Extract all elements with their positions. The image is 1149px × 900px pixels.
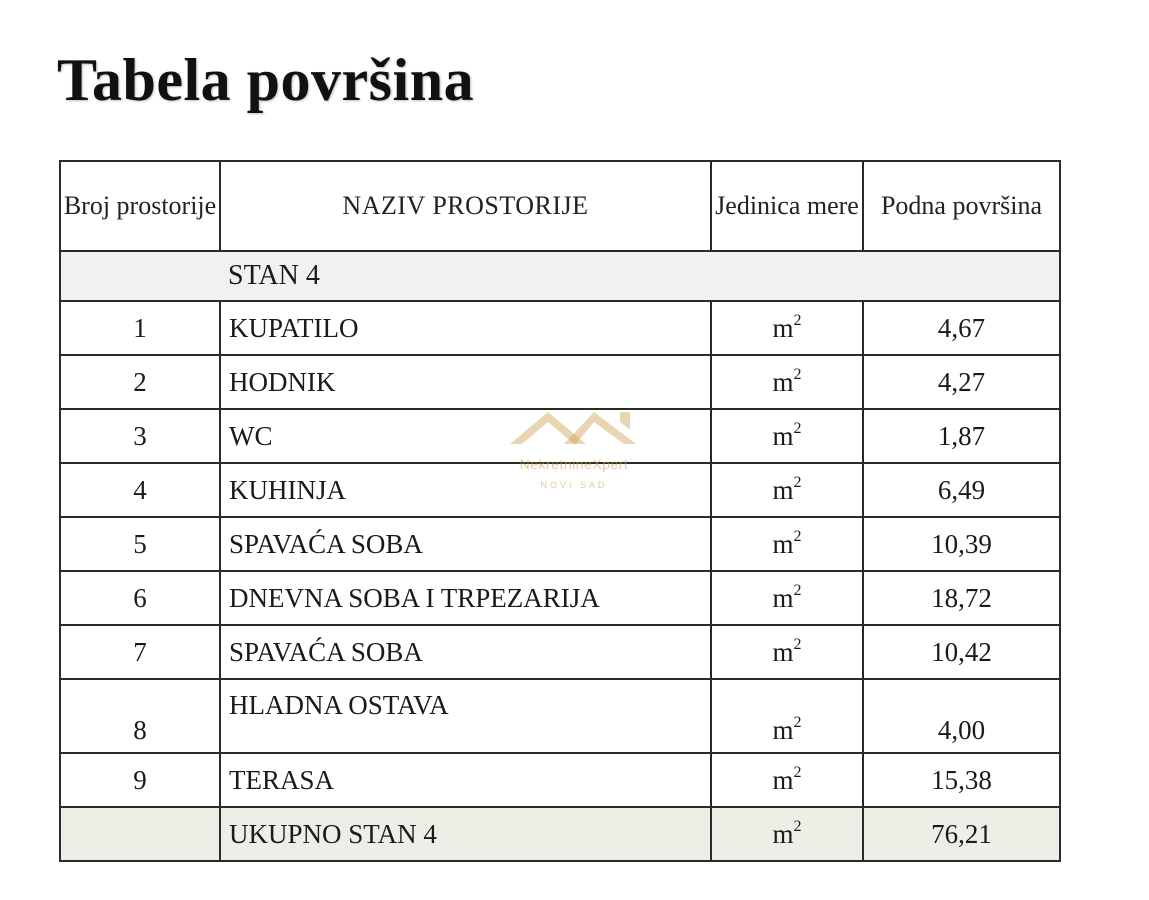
unit-base: m [772,366,794,397]
unit-exponent: 2 [793,581,802,599]
unit-exponent: 2 [793,635,802,653]
row-unit [711,625,863,679]
watermark-brand: NekretnineXpert [519,456,629,472]
unit-exponent: 2 [793,714,802,731]
unit-base: m [772,764,794,795]
row-number: 3 [60,409,220,463]
row-number: 2 [60,355,220,409]
row-number: 1 [60,301,220,355]
unit-exponent: 2 [793,311,802,329]
unit-base: m [772,312,794,343]
row-name: HLADNA OSTAVA [220,679,711,753]
table-row [60,753,1060,807]
unit-base: m [772,582,794,613]
section-spacer [60,251,220,301]
row-value: 15,38 [863,753,1060,807]
unit-exponent: 2 [793,419,802,437]
table-row [60,409,1060,463]
row-name: KUHINJA [220,463,711,517]
row-number: 7 [60,625,220,679]
unit-base: m [772,420,794,451]
unit-exponent: 2 [793,527,802,545]
total-row [60,807,1060,861]
unit-base: m [772,818,794,849]
row-number: 8 [60,679,220,753]
section-label: STAN 4 [220,251,1060,301]
row-unit [711,571,863,625]
row-number: 4 [60,463,220,517]
header-unit: Jedinica mere [711,161,863,251]
row-name: HODNIK [220,355,711,409]
unit-exponent: 2 [793,763,802,781]
watermark-city: NOVI SAD [540,480,608,490]
header-room-name: NAZIV PROSTORIJE [220,161,711,251]
header-room-number: Broj prostorije [60,161,220,251]
total-value: 76,21 [863,807,1060,861]
unit-base: m [772,474,794,505]
unit-exponent: 2 [793,473,802,491]
table-row [60,571,1060,625]
table-row [60,679,1060,753]
row-name: TERASA [220,753,711,807]
row-name: WC [220,409,711,463]
row-name: SPAVAĆA SOBA [220,625,711,679]
total-spacer [60,807,220,861]
row-value: 1,87 [863,409,1060,463]
total-label: UKUPNO STAN 4 [220,807,711,861]
row-unit [711,679,863,753]
total-unit [711,807,863,861]
row-unit [711,517,863,571]
table-header-row [60,161,1060,251]
unit-exponent: 2 [793,817,802,835]
row-value: 10,39 [863,517,1060,571]
row-value: 4,00 [863,679,1060,753]
row-unit [711,301,863,355]
row-unit [711,355,863,409]
unit-exponent: 2 [793,365,802,383]
page-title: Tabela površina [57,47,475,113]
row-value: 4,67 [863,301,1060,355]
row-unit [711,753,863,807]
table-row [60,355,1060,409]
table-row [60,301,1060,355]
row-number: 9 [60,753,220,807]
table-row [60,625,1060,679]
row-name: DNEVNA SOBA I TRPEZARIJA [220,571,711,625]
row-name: SPAVAĆA SOBA [220,517,711,571]
table-row [60,517,1060,571]
row-value: 18,72 [863,571,1060,625]
area-table [59,160,1061,862]
unit-base: m [772,715,794,745]
row-value: 6,49 [863,463,1060,517]
unit-base: m [772,528,794,559]
row-number: 6 [60,571,220,625]
row-value: 4,27 [863,355,1060,409]
table-row [60,463,1060,517]
section-row [60,251,1060,301]
row-unit [711,463,863,517]
row-number: 5 [60,517,220,571]
header-floor-area: Podna površina [863,161,1060,251]
row-unit [711,409,863,463]
unit-base: m [772,636,794,667]
row-value: 10,42 [863,625,1060,679]
row-name: KUPATILO [220,301,711,355]
